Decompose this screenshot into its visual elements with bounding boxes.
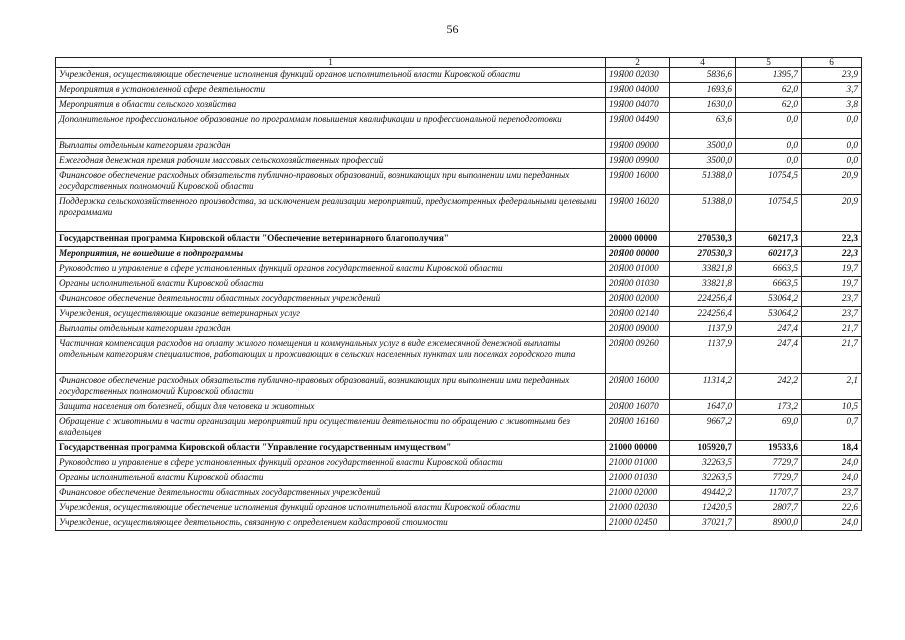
row-percent: 20,9 [802, 195, 862, 232]
row-plan: 51388,0 [670, 169, 736, 195]
row-plan: 3500,0 [670, 154, 736, 169]
row-name: Учреждения, осуществляющие обеспечение исполнения функций органов исполнительной власти Кировской области [56, 501, 606, 516]
row-name: Поддержка сельскохозяйственного производства, за исключением реализации мероприятий, предусмотренных федеральными целевыми программами [56, 195, 606, 232]
row-name: Финансовое обеспечение деятельности областных государственных учреждений [56, 486, 606, 501]
row-actual: 60217,3 [736, 247, 802, 262]
table-row [56, 501, 862, 516]
row-name: Мероприятия в установленной сфере деятельности [56, 83, 606, 98]
row-percent: 18,4 [802, 441, 862, 456]
row-actual: 0,0 [736, 113, 802, 139]
row-actual: 247,4 [736, 337, 802, 374]
row-plan: 37021,7 [670, 516, 736, 531]
row-code: 21000 02000 [606, 486, 670, 501]
row-code: 20Я00 01000 [606, 262, 670, 277]
row-code: 20Я00 16160 [606, 415, 670, 441]
row-percent: 22,3 [802, 247, 862, 262]
row-actual: 10754,5 [736, 169, 802, 195]
row-plan: 1137,9 [670, 322, 736, 337]
row-name: Государственная программа Кировской области "Управление государственным имуществом" [56, 441, 606, 456]
row-name: Мероприятия в области сельского хозяйства [56, 98, 606, 113]
row-code: 21000 02450 [606, 516, 670, 531]
page-number: 56 [446, 22, 459, 36]
row-plan: 12420,5 [670, 501, 736, 516]
budget-table [55, 57, 862, 531]
row-actual: 242,2 [736, 374, 802, 400]
row-name: Защита населения от болезней, общих для человека и животных [56, 400, 606, 415]
row-name: Учреждения, осуществляющие обеспечение исполнения функций органов исполнительной власти Кировской области [56, 68, 606, 83]
row-percent: 23,7 [802, 307, 862, 322]
header-col-name: 1 [56, 58, 606, 68]
row-name: Государственная программа Кировской области "Обеспечение ветеринарного благополучия" [56, 232, 606, 247]
row-percent: 19,7 [802, 262, 862, 277]
row-percent: 3,8 [802, 98, 862, 113]
row-code: 19Я00 04070 [606, 98, 670, 113]
row-name: Дополнительное профессиональное образование по программам повышения квалификации и профессиональной переподготовки [56, 113, 606, 139]
row-code: 20Я00 01030 [606, 277, 670, 292]
table-row [56, 169, 862, 195]
row-plan: 33821,8 [670, 262, 736, 277]
row-code: 19Я00 16020 [606, 195, 670, 232]
row-actual: 11707,7 [736, 486, 802, 501]
row-percent: 3,7 [802, 83, 862, 98]
row-code: 20Я00 02140 [606, 307, 670, 322]
row-actual: 6663,5 [736, 277, 802, 292]
row-plan: 1630,0 [670, 98, 736, 113]
row-plan: 9667,2 [670, 415, 736, 441]
row-name: Руководство и управление в сфере установленных функций органов государственной власти Кировской области [56, 456, 606, 471]
table-row [56, 277, 862, 292]
row-name: Органы исполнительной власти Кировской области [56, 277, 606, 292]
table-row [56, 456, 862, 471]
row-actual: 1395,7 [736, 68, 802, 83]
row-code: 19Я00 09900 [606, 154, 670, 169]
row-plan: 224256,4 [670, 307, 736, 322]
row-code: 20Я00 09260 [606, 337, 670, 374]
row-code: 20Я00 16070 [606, 400, 670, 415]
row-percent: 23,9 [802, 68, 862, 83]
table-row [56, 292, 862, 307]
row-actual: 173,2 [736, 400, 802, 415]
row-code: 20Я00 00000 [606, 247, 670, 262]
row-actual: 0,0 [736, 154, 802, 169]
row-actual: 8900,0 [736, 516, 802, 531]
row-name: Частичная компенсация расходов на оплату жилого помещения и коммунальных услуг в виде ежемесячной денежной выплаты отдельным категориям специалистов, работающих и проживающих в сельских населенных пунктах или поселках городского типа [56, 337, 606, 374]
row-plan: 33821,8 [670, 277, 736, 292]
table-row [56, 195, 862, 232]
row-percent: 19,7 [802, 277, 862, 292]
row-plan: 5836,6 [670, 68, 736, 83]
row-percent: 23,7 [802, 292, 862, 307]
row-percent: 23,7 [802, 486, 862, 501]
row-name: Органы исполнительной власти Кировской области [56, 471, 606, 486]
row-actual: 60217,3 [736, 232, 802, 247]
row-plan: 270530,3 [670, 232, 736, 247]
row-plan: 1693,6 [670, 83, 736, 98]
row-percent: 24,0 [802, 456, 862, 471]
table-row [56, 471, 862, 486]
table-row [56, 232, 862, 247]
table-row [56, 516, 862, 531]
row-name: Финансовое обеспечение расходных обязательств публично-правовых образований, возникающих при выполнении ими переданных государственных полномочий Кировской области [56, 169, 606, 195]
row-name: Учреждение, осуществляющее деятельность, связанную с определением кадастровой стоимости [56, 516, 606, 531]
row-plan: 1137,9 [670, 337, 736, 374]
row-percent: 22,6 [802, 501, 862, 516]
table-row [56, 415, 862, 441]
table-row [56, 322, 862, 337]
row-percent: 21,7 [802, 337, 862, 374]
table-row [56, 400, 862, 415]
row-percent: 2,1 [802, 374, 862, 400]
table-row [56, 486, 862, 501]
row-percent: 10,5 [802, 400, 862, 415]
row-actual: 53064,2 [736, 307, 802, 322]
row-percent: 24,0 [802, 516, 862, 531]
row-name: Выплаты отдельным категориям граждан [56, 322, 606, 337]
row-plan: 32263,5 [670, 456, 736, 471]
row-percent: 20,9 [802, 169, 862, 195]
table-row [56, 98, 862, 113]
row-actual: 62,0 [736, 83, 802, 98]
row-percent: 21,7 [802, 322, 862, 337]
row-actual: 53064,2 [736, 292, 802, 307]
table-row [56, 68, 862, 83]
row-name: Финансовое обеспечение расходных обязательств публично-правовых образований, возникающих при выполнении ими переданных государственных полномочий Кировской области [56, 374, 606, 400]
row-actual: 69,0 [736, 415, 802, 441]
table-header-row [56, 58, 862, 68]
header-col-actual: 5 [736, 58, 802, 68]
row-percent: 0,0 [802, 139, 862, 154]
row-code: 20Я00 16000 [606, 374, 670, 400]
row-percent: 0,0 [802, 154, 862, 169]
row-code: 20Я00 09000 [606, 322, 670, 337]
row-code: 19Я00 09000 [606, 139, 670, 154]
row-actual: 7729,7 [736, 471, 802, 486]
header-col-percent: 6 [802, 58, 862, 68]
row-code: 21000 01000 [606, 456, 670, 471]
row-name: Финансовое обеспечение деятельности областных государственных учреждений [56, 292, 606, 307]
row-actual: 6663,5 [736, 262, 802, 277]
row-percent: 0,7 [802, 415, 862, 441]
row-code: 19Я00 04490 [606, 113, 670, 139]
table-row [56, 441, 862, 456]
row-name: Выплаты отдельным категориям граждан [56, 139, 606, 154]
table-row [56, 374, 862, 400]
table-row [56, 247, 862, 262]
row-name: Руководство и управление в сфере установленных функций органов государственной власти Кировской области [56, 262, 606, 277]
row-plan: 32263,5 [670, 471, 736, 486]
row-name: Обращение с животными в части организации мероприятий при осуществлении деятельности по обращению с животными без владельцев [56, 415, 606, 441]
row-plan: 11314,2 [670, 374, 736, 400]
header-col-code: 2 [606, 58, 670, 68]
row-code: 20000 00000 [606, 232, 670, 247]
row-actual: 0,0 [736, 139, 802, 154]
row-plan: 270530,3 [670, 247, 736, 262]
table-row [56, 113, 862, 139]
row-code: 19Я00 16000 [606, 169, 670, 195]
row-percent: 22,3 [802, 232, 862, 247]
row-plan: 3500,0 [670, 139, 736, 154]
row-actual: 2807,7 [736, 501, 802, 516]
row-plan: 1647,0 [670, 400, 736, 415]
table-row [56, 262, 862, 277]
row-actual: 10754,5 [736, 195, 802, 232]
row-actual: 247,4 [736, 322, 802, 337]
row-name: Учреждения, осуществляющие оказание ветеринарных услуг [56, 307, 606, 322]
table-row [56, 337, 862, 374]
row-plan: 63,6 [670, 113, 736, 139]
row-actual: 7729,7 [736, 456, 802, 471]
row-plan: 105920,7 [670, 441, 736, 456]
row-code: 19Я00 02030 [606, 68, 670, 83]
row-name: Ежегодная денежная премия рабочим массовых сельскохозяйственных профессий [56, 154, 606, 169]
row-plan: 49442,2 [670, 486, 736, 501]
row-actual: 19533,6 [736, 441, 802, 456]
row-name: Мероприятия, не вошедшие в подпрограммы [56, 247, 606, 262]
row-code: 21000 02030 [606, 501, 670, 516]
row-actual: 62,0 [736, 98, 802, 113]
row-plan: 51388,0 [670, 195, 736, 232]
row-code: 19Я00 04000 [606, 83, 670, 98]
row-code: 20Я00 02000 [606, 292, 670, 307]
budget-table-body [56, 58, 862, 531]
row-percent: 0,0 [802, 113, 862, 139]
row-code: 21000 00000 [606, 441, 670, 456]
table-row [56, 154, 862, 169]
table-row [56, 139, 862, 154]
row-plan: 224256,4 [670, 292, 736, 307]
table-row [56, 83, 862, 98]
header-col-plan: 4 [670, 58, 736, 68]
table-row [56, 307, 862, 322]
row-code: 21000 01030 [606, 471, 670, 486]
row-percent: 24,0 [802, 471, 862, 486]
